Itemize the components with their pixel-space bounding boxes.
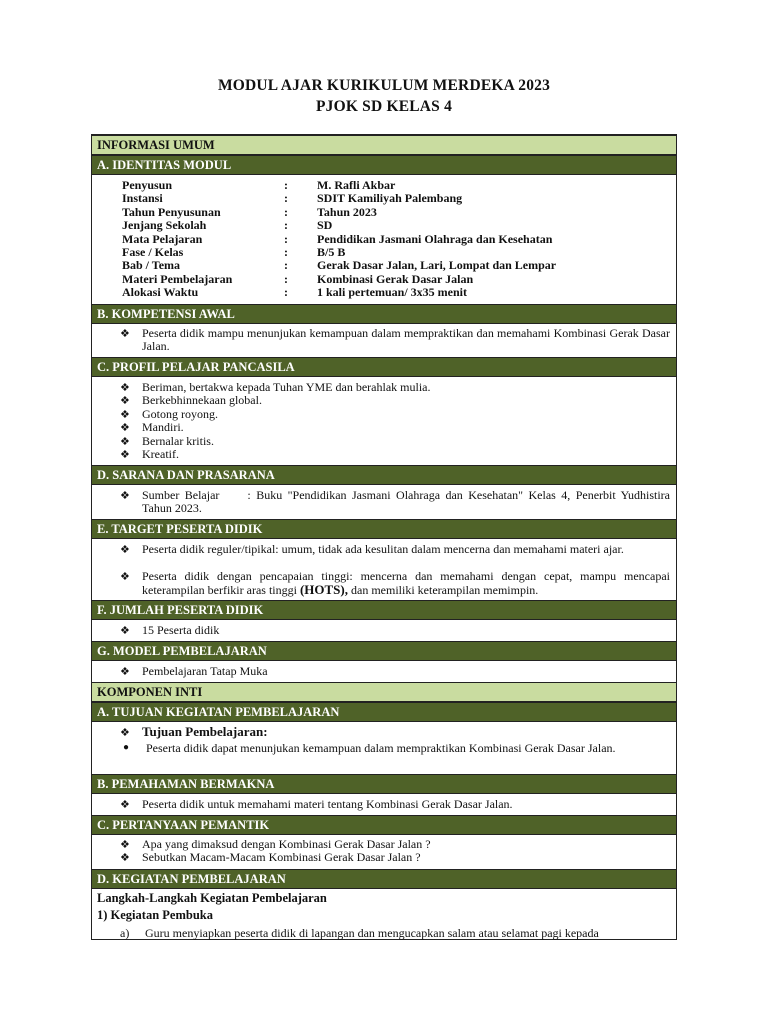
list-item: Peserta didik reguler/tipikal: umum, tidak ada kesulitan dalam mencerna dan memahami materi ajar. — [142, 542, 624, 556]
diamond-bullet-icon: ❖ — [120, 571, 130, 583]
list-item: Kreatif. — [142, 447, 179, 461]
diamond-bullet-icon: ❖ — [120, 666, 130, 678]
langkah-heading: Langkah-Langkah Kegiatan Pembelajaran — [97, 891, 327, 905]
list-item: Gotong royong. — [142, 406, 218, 421]
section-target-peserta: E. TARGET PESERTA DIDIK — [92, 519, 676, 539]
sumber-belajar-label: Sumber Belajar — [142, 488, 220, 502]
diamond-bullet-icon: ❖ — [120, 839, 130, 851]
section-pertanyaan-pemantik: C. PERTANYAAN PEMANTIK — [92, 815, 676, 835]
profil-list — [92, 381, 676, 465]
list-item: Peserta didik dapat menunjukan kemampuan dalam mempraktikan Kombinasi Gerak Dasar Jalan. — [146, 741, 616, 755]
section-kompetensi-awal: B. KOMPETENSI AWAL — [92, 304, 676, 324]
section-identitas-modul: A. IDENTITAS MODUL — [92, 155, 676, 175]
section-tujuan-kegiatan: A. TUJUAN KEGIATAN PEMBELAJARAN — [92, 702, 676, 722]
section-informasi-umum: INFORMASI UMUM — [92, 135, 676, 155]
module-table — [91, 134, 677, 940]
list-item: Sebutkan Macam-Macam Kombinasi Gerak Dasar Jalan ? — [142, 850, 421, 865]
list-item: Peserta didik dengan pencapaian tinggi: mencerna dan memahami dengan cepat, mampu mencapai keterampilan berfikir aras tinggi (HOTS), dan memiliki keterampilan memimpin. — [142, 569, 670, 598]
list-item: Pembelajaran Tatap Muka — [142, 664, 268, 678]
section-profil-pelajar: C. PROFIL PELAJAR PANCASILA — [92, 357, 676, 377]
sumber-belajar-text: : Buku "Pendidikan Jasmani Olahraga dan Kesehatan" Kelas 4, Penerbit Yudhistira Tahun 2023. — [142, 488, 671, 516]
section-jumlah-peserta: F. JUMLAH PESERTA DIDIK — [92, 600, 676, 620]
document-title: MODUL AJAR KURIKULUM MERDEKA 2023 — [217, 77, 551, 94]
identitas-list: Penyusun : M. Rafli Akbar Instansi : SDIT Kamiliyah Palembang Tahun Penyusunan : Tahun 2023 Jenjang Sekolah : SD Mata Pelajaran : Pendidikan Jasmani Olahraga dan Kesehatan Fase / Kelas : B/5 B Bab / Tema : Gerak Dasar Jalan, Lari, Lompat dan Lempar Materi Pembelajaran : Kombinasi Gerak Dasar Jalan Alokasi Waktu : 1 kali pertemuan/ 3x35 menit — [122, 178, 557, 300]
list-item: Berkebhinnekaan global. — [142, 393, 262, 408]
section-komponen-inti: KOMPONEN INTI — [92, 682, 676, 702]
diamond-bullet-icon: ❖ — [120, 727, 130, 739]
diamond-bullet-icon: ❖ — [120, 490, 130, 502]
jumlah-list — [92, 624, 676, 640]
list-item: Peserta didik untuk memahami materi tentang Kombinasi Gerak Dasar Jalan. — [142, 797, 513, 811]
hots-label: (HOTS), — [299, 582, 348, 598]
tujuan-subheading: Tujuan Pembelajaran: — [142, 724, 268, 739]
list-item: Apa yang dimaksud dengan Kombinasi Gerak Dasar Jalan ? — [142, 837, 431, 851]
diamond-bullet-icon: ❖ — [120, 625, 130, 637]
dot-bullet-icon: ● — [123, 742, 130, 753]
tujuan-list — [92, 725, 676, 771]
list-item: Peserta didik mampu menunjukan kemampuan dalam mempraktikan dan memahami Kombinasi Gerak Dasar Jalan. — [142, 326, 670, 354]
document-subtitle: PJOK SD KELAS 4 — [315, 98, 453, 115]
sarana-list — [92, 489, 676, 519]
diamond-bullet-icon: ❖ — [120, 799, 130, 811]
diamond-bullet-icon: ❖ — [120, 422, 130, 435]
diamond-bullet-icon: ❖ — [120, 408, 130, 421]
step-label: a) — [120, 926, 130, 940]
diamond-bullet-icon: ❖ — [120, 435, 130, 448]
diamond-bullet-icon: ❖ — [120, 449, 130, 461]
model-list — [92, 665, 676, 681]
diamond-bullet-icon: ❖ — [120, 328, 130, 340]
diamond-bullet-icon: ❖ — [120, 395, 130, 408]
target-list — [92, 543, 676, 601]
section-model-pembelajaran: G. MODEL PEMBELAJARAN — [92, 641, 676, 661]
diamond-bullet-icon: ❖ — [120, 852, 130, 865]
list-item: 15 Peserta didik — [142, 623, 220, 637]
list-item: Mandiri. — [142, 420, 184, 435]
diamond-bullet-icon: ❖ — [120, 544, 130, 556]
pertanyaan-list — [92, 838, 676, 868]
kegiatan-pembuka-heading: 1) Kegiatan Pembuka — [97, 908, 213, 922]
pemahaman-list — [92, 798, 676, 814]
kegiatan-content — [92, 892, 676, 940]
step-text: Guru menyiapkan peserta didik di lapangan dan mengucapkan salam atau selamat pagi kepada — [145, 926, 599, 940]
diamond-bullet-icon: ❖ — [120, 382, 130, 394]
list-item: Beriman, bertakwa kepada Tuhan YME dan berahlak mulia. — [142, 380, 431, 394]
list-item: Bernalar kritis. — [142, 433, 214, 448]
section-kegiatan-pembelajaran: D. KEGIATAN PEMBELAJARAN — [92, 869, 676, 889]
section-pemahaman-bermakna: B. PEMAHAMAN BERMAKNA — [92, 774, 676, 794]
section-sarana-prasarana: D. SARANA DAN PRASARANA — [92, 465, 676, 485]
kompetensi-list — [92, 327, 676, 357]
list-item — [142, 489, 670, 516]
